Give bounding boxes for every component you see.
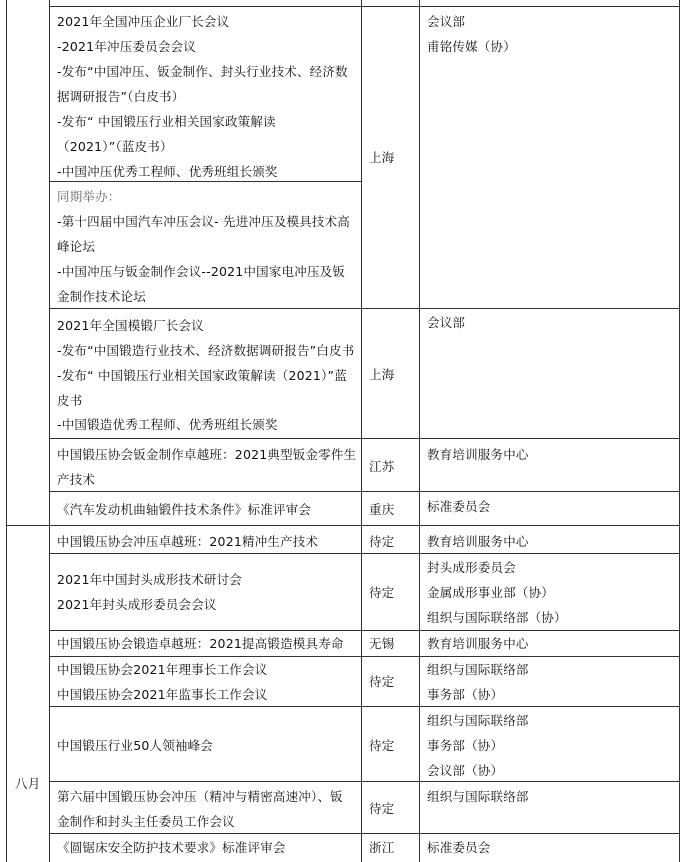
organizer: 组织与国际联络部（协）	[427, 610, 567, 625]
grid-line	[361, 0, 362, 862]
grid-line	[49, 0, 50, 862]
event-line: 据调研报告”（白皮书）	[57, 89, 185, 104]
organizer: 金属成形事业部（协）	[427, 585, 555, 600]
event-line: -中国冲压优秀工程师、优秀班组长颁奖	[57, 164, 278, 179]
event-line: 2021年中国封头成形技术研讨会	[57, 572, 243, 587]
event-line: （2021）”（蓝皮书）	[57, 139, 173, 154]
organizer: 组织与国际联络部	[427, 789, 529, 804]
event-line: 产技术	[57, 472, 96, 487]
location: 上海	[369, 150, 395, 165]
event-line: 峰论坛	[57, 239, 96, 254]
event-line: 2021年全国模锻厂长会议	[57, 318, 204, 333]
organizer: 甫铭传媒（协）	[427, 39, 516, 54]
location: 江苏	[369, 459, 395, 474]
event-line: 第六届中国锻压协会冲压（精冲与精密高速冲）、钣	[57, 789, 343, 804]
grid-line	[679, 0, 680, 862]
organizer: 教育培训服务中心	[427, 447, 529, 462]
organizer: 会议部	[427, 14, 466, 29]
organizer: 标准委员会	[427, 499, 491, 514]
event-line: 金制作技术论坛	[57, 289, 146, 304]
organizer: 会议部（协）	[427, 763, 504, 778]
event-line: 中国锻压行业50人领袖峰会	[57, 738, 214, 753]
grid-line	[49, 6, 680, 7]
event-line: -2021年冲压委员会会议	[57, 39, 196, 54]
location: 重庆	[369, 502, 395, 517]
organizer: 组织与国际联络部	[427, 713, 529, 728]
location: 待定	[369, 585, 395, 600]
grid-line	[49, 491, 680, 492]
event-line: -发布“ 中国锻压行业相关国家政策解读	[57, 114, 276, 129]
month-label: 八月	[15, 776, 41, 791]
location: 待定	[369, 801, 395, 816]
event-line: -中国锻造优秀工程师、优秀班组长颁奖	[57, 417, 278, 432]
location: 待定	[369, 534, 395, 549]
organizer: 教育培训服务中心	[427, 636, 529, 651]
event-line: 中国锻压协会冲压卓越班：2021精冲生产技术	[57, 534, 319, 549]
concurrent-title: 同期举办：	[57, 189, 121, 204]
event-line: 《圆锯床安全防护技术要求》标准评审会	[57, 840, 286, 855]
organizer: 教育培训服务中心	[427, 534, 529, 549]
organizer: 组织与国际联络部	[427, 662, 529, 677]
event-line: 2021年全国冲压企业厂长会议	[57, 14, 230, 29]
organizer: 事务部（协）	[427, 687, 504, 702]
grid-line	[49, 438, 680, 439]
grid-line	[6, 525, 680, 526]
event-line: 中国锻压协会2021年理事长工作会议	[57, 662, 268, 677]
event-line: -发布“中国锻造行业技术、经济数据调研报告”白皮书	[57, 343, 355, 358]
event-line: -发布“ 中国锻压行业相关国家政策解读（2021）”蓝	[57, 368, 347, 383]
organizer: 标准委员会	[427, 840, 491, 855]
grid-line	[419, 0, 420, 862]
event-line: 皮书	[57, 393, 83, 408]
location: 待定	[369, 674, 395, 689]
organizer: 事务部（协）	[427, 738, 504, 753]
event-line: -中国冲压与钣金制作会议--2021中国家电冲压及钣	[57, 264, 346, 279]
event-line: 金制作和封头主任委员工作会议	[57, 814, 235, 829]
location: 上海	[369, 367, 395, 382]
event-line: -第十四届中国汽车冲压会议- 先进冲压及模具技术高	[57, 214, 350, 229]
grid-line	[6, 0, 7, 862]
event-line: 中国锻压协会锻造卓越班：2021提高锻造模具寿命	[57, 636, 344, 651]
event-line: 《汽车发动机曲轴锻件技术条件》标准评审会	[57, 502, 312, 517]
event-line: -发布“中国冲压、钣金制作、封头行业技术、经济数	[57, 64, 348, 79]
event-line: 中国锻压协会2021年监事长工作会议	[57, 687, 268, 702]
event-line: 中国锻压协会钣金制作卓越班：2021典型钣金零件生	[57, 447, 357, 462]
organizer: 会议部	[427, 315, 466, 330]
grid-line	[49, 781, 680, 782]
location: 无锡	[369, 636, 395, 651]
location: 待定	[369, 738, 395, 753]
organizer: 封头成形委员会	[427, 560, 516, 575]
location: 浙江	[369, 840, 395, 855]
event-line: 2021年封头成形委员会会议	[57, 597, 217, 612]
